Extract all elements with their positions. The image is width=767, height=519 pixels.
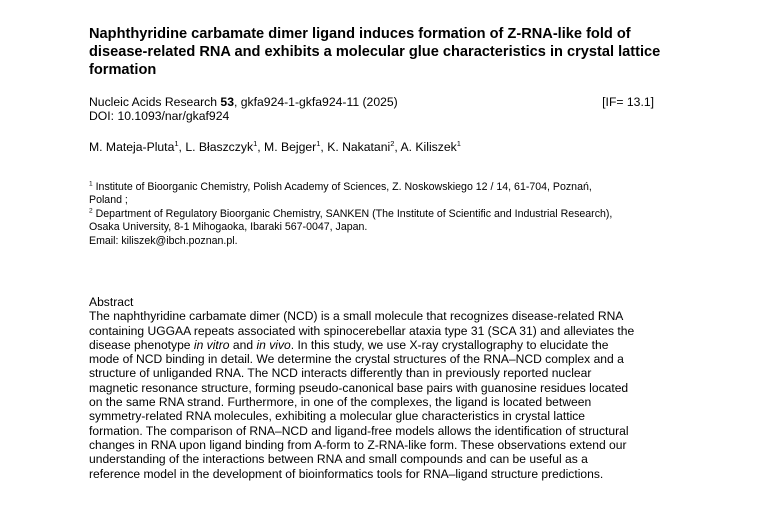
affiliation-line: Poland ; <box>89 194 128 207</box>
journal-pages: , gkfa924-1-gkfa924-11 (2025) <box>233 95 398 109</box>
author-affiliation-mark: 1 <box>174 138 179 148</box>
author-name: A. Kiliszek <box>400 140 457 154</box>
author-separator: , <box>178 140 186 154</box>
affiliation-mark: 2 <box>89 207 93 215</box>
author-affiliation-mark: 2 <box>390 138 395 148</box>
email: Email: kiliszek@ibch.poznan.pl. <box>89 234 238 247</box>
citation-row <box>89 95 654 109</box>
affiliation-text: Department of Regulatory Bioorganic Chemistry, SANKEN (The Institute of Scientific and Industrial Research), <box>95 207 613 220</box>
abstract-line: understanding of the interactions between RNA and small compounds and can be useful as a <box>89 452 588 467</box>
affiliations <box>89 181 689 248</box>
abstract-line: formation. The comparison of RNA–NCD and ligand-free models allows the identification of structural <box>89 423 629 438</box>
author-affiliation-mark: 1 <box>253 138 258 148</box>
citation <box>89 95 398 109</box>
author-separator: , <box>257 140 265 154</box>
abstract <box>89 295 689 481</box>
abstract-line: reference model in the development of bioinformatics tools for RNA–ligand structure predictions. <box>89 466 604 481</box>
author <box>89 140 185 154</box>
journal-name: Nucleic Acids Research <box>89 95 221 109</box>
author-separator: , <box>320 140 328 154</box>
abstract-heading: Abstract <box>89 295 134 309</box>
doi: DOI: 10.1093/nar/gkaf924 <box>89 109 230 123</box>
paper-title: Naphthyridine carbamate dimer ligand induces formation of Z-RNA-like fold of disease-related RNA and exhibits a molecular glue characteristics in crystal lattice formation <box>89 26 661 78</box>
abstract-line: The naphthyridine carbamate dimer (NCD) is a small molecule that recognizes disease-related RNA <box>89 309 624 324</box>
abstract-line <box>89 338 689 352</box>
author-list <box>89 139 461 155</box>
author <box>185 140 264 154</box>
abstract-line: symmetry-related RNA molecules, exhibiting a molecular glue characteristics in crystal lattice <box>89 409 586 424</box>
author-separator: , <box>394 140 401 154</box>
author-name: L. Błaszczyk <box>185 140 254 154</box>
author <box>264 140 327 154</box>
affiliation-line: Osaka University, 8-1 Mihogaoka, Ibaraki 567-0047, Japan. <box>89 221 368 234</box>
author-affiliation-mark: 1 <box>316 138 321 148</box>
affiliation-line <box>89 208 689 221</box>
author <box>327 140 400 154</box>
abstract-line: magnetic resonance structure, forming pseudo-canonical base pairs with guanosine residues located <box>89 380 629 395</box>
abstract-line: containing UGGAA repeats associated with spinocerebellar ataxia type 31 (SCA 31) and alleviates the <box>89 323 635 338</box>
abstract-line: on the same RNA strand. Furthermore, in one of the complexes, the ligand is located between <box>89 395 592 410</box>
abstract-line: structure of unliganded RNA. The NCD interacts differently than in previously reported nuclear <box>89 366 592 381</box>
journal-volume: 53 <box>220 95 234 109</box>
affiliation-1 <box>89 181 689 208</box>
affiliation-line <box>89 181 689 194</box>
author-name: M. Mateja-Pluta <box>89 140 175 154</box>
abstract-italic: in vivo <box>256 337 291 352</box>
affiliation-mark: 1 <box>89 180 93 188</box>
abstract-text: and <box>229 337 257 352</box>
abstract-line: mode of NCD binding in detail. We determine the crystal structures of the RNA–NCD complex and a <box>89 352 624 367</box>
impact-factor: [IF= 13.1] <box>602 95 654 109</box>
author-name: M. Bejger <box>264 140 317 154</box>
journal-info <box>89 95 654 123</box>
author-name: K. Nakatani <box>327 140 391 154</box>
author-affiliation-mark: 1 <box>456 138 461 148</box>
author <box>401 140 461 154</box>
abstract-text: . In this study, we use X-ray crystallography to elucidate the <box>290 337 609 352</box>
abstract-italic: in vitro <box>193 337 230 352</box>
abstract-line: changes in RNA upon ligand binding from A-form to Z-RNA-like form. These observations extend our <box>89 437 627 452</box>
affiliation-2 <box>89 208 689 235</box>
affiliation-text: Institute of Bioorganic Chemistry, Polish Academy of Sciences, Z. Noskowskiego 12 / 14, 61-704, Poznań, <box>95 181 592 193</box>
abstract-text: disease phenotype <box>89 337 194 352</box>
